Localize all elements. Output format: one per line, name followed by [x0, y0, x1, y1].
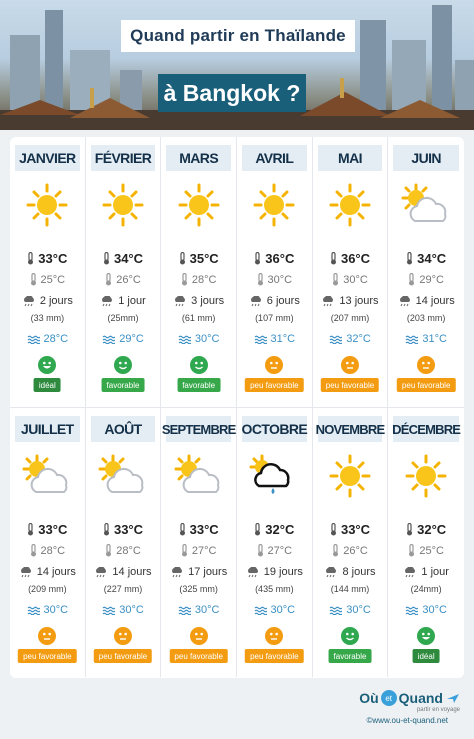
sea-temperature: 31°C — [388, 333, 464, 345]
rain-days: 14 jours — [10, 566, 85, 578]
sun-cloud-icon — [174, 454, 224, 498]
month-cell — [237, 407, 313, 677]
logo-left: Où — [359, 690, 379, 706]
mood-happy-icon — [417, 627, 435, 645]
max-temperature: 32°C — [237, 522, 312, 537]
month-grid — [10, 137, 464, 678]
rating-badge: peu favorable — [245, 649, 303, 663]
rain-days: 8 jours — [313, 566, 388, 578]
month-cell — [161, 137, 237, 407]
month-name: JUILLET — [15, 416, 80, 442]
min-temperature: 28°C — [161, 273, 236, 286]
sun-icon — [325, 454, 375, 498]
min-temperature: 25°C — [388, 544, 464, 557]
sun-icon — [401, 454, 451, 498]
mood-happy-icon — [38, 356, 56, 374]
month-name: JANVIER — [15, 145, 80, 171]
month-name: AVRIL — [242, 145, 307, 171]
rain-amount: (61 mm) — [181, 313, 216, 323]
rain-amount: (227 mm) — [103, 584, 143, 594]
mood-neutral-icon — [341, 356, 359, 374]
month-name: MAI — [318, 145, 383, 171]
max-temperature: 36°C — [237, 251, 312, 266]
month-name: OCTOBRE — [242, 416, 307, 442]
rating-badge: favorable — [102, 378, 145, 392]
month-cell — [388, 407, 464, 677]
sea-temperature: 30°C — [388, 604, 464, 616]
sun-icon — [22, 183, 72, 227]
sun-cloud-icon — [98, 454, 148, 498]
min-temperature: 25°C — [10, 273, 85, 286]
month-cell — [313, 407, 389, 677]
sea-temperature: 30°C — [237, 604, 312, 616]
sea-temperature: 30°C — [161, 333, 236, 345]
sea-temperature: 28°C — [10, 333, 85, 345]
month-name: FÉVRIER — [91, 145, 156, 171]
sea-temperature: 30°C — [10, 604, 85, 616]
min-temperature: 30°C — [237, 273, 312, 286]
min-temperature: 26°C — [313, 544, 388, 557]
min-temperature: 27°C — [237, 544, 312, 557]
brand-logo — [359, 690, 460, 706]
rain-days: 2 jours — [10, 295, 85, 307]
rating-badge: peu favorable — [169, 649, 227, 663]
mood-neutral-icon — [265, 356, 283, 374]
sea-temperature: 29°C — [86, 333, 161, 345]
month-name: AOÛT — [91, 416, 156, 442]
rain-days: 3 jours — [161, 295, 236, 307]
title-line-2: à Bangkok ? — [158, 74, 306, 112]
sun-icon — [249, 183, 299, 227]
header-banner — [0, 0, 474, 130]
month-cell — [161, 407, 237, 677]
rating-badge: idéal — [34, 378, 61, 392]
month-cell — [86, 407, 162, 677]
title-line-1: Quand partir en Thaïlande — [121, 20, 355, 52]
sun-cloud-icon — [401, 183, 451, 227]
rating-badge: peu favorable — [94, 649, 152, 663]
rain-days: 17 jours — [161, 566, 236, 578]
month-cell — [10, 137, 86, 407]
rain-cloud-icon — [249, 454, 299, 498]
rain-days: 14 jours — [86, 566, 161, 578]
mood-smile-icon — [190, 356, 208, 374]
mood-neutral-icon — [190, 627, 208, 645]
max-temperature: 33°C — [86, 522, 161, 537]
sea-temperature: 30°C — [313, 604, 388, 616]
sea-temperature: 30°C — [161, 604, 236, 616]
mood-smile-icon — [341, 627, 359, 645]
min-temperature: 27°C — [161, 544, 236, 557]
climate-card — [10, 137, 464, 678]
min-temperature: 26°C — [86, 273, 161, 286]
rain-amount: (209 mm) — [28, 584, 67, 594]
mood-neutral-icon — [114, 627, 132, 645]
rain-amount: (144 mm) — [330, 584, 370, 594]
rain-amount: (435 mm) — [255, 584, 294, 594]
month-name: NOVEMBRE — [318, 416, 383, 442]
rain-amount: (107 mm) — [255, 313, 294, 323]
max-temperature: 33°C — [161, 522, 236, 537]
max-temperature: 34°C — [388, 251, 464, 266]
rain-amount: (33 mm) — [30, 313, 65, 323]
sun-cloud-icon — [22, 454, 72, 498]
rain-amount: (24mm) — [410, 584, 442, 594]
rating-badge: peu favorable — [321, 378, 379, 392]
sea-temperature: 30°C — [86, 604, 161, 616]
min-temperature: 28°C — [86, 544, 161, 557]
month-cell — [237, 137, 313, 407]
mood-neutral-icon — [38, 627, 56, 645]
month-name: MARS — [166, 145, 231, 171]
rain-amount: (203 mm) — [406, 313, 446, 323]
month-name: JUIN — [393, 145, 459, 171]
mood-neutral-icon — [265, 627, 283, 645]
month-cell — [10, 407, 86, 677]
logo-et: et — [381, 690, 397, 706]
month-cell — [313, 137, 389, 407]
rating-badge: idéal — [413, 649, 440, 663]
rain-days: 13 jours — [313, 295, 388, 307]
max-temperature: 35°C — [161, 251, 236, 266]
logo-right: Quand — [398, 690, 443, 706]
max-temperature: 34°C — [86, 251, 161, 266]
sun-icon — [174, 183, 224, 227]
rain-days: 14 jours — [388, 295, 464, 307]
website-link[interactable]: ©www.ou-et-quand.net — [366, 716, 448, 725]
month-name: SEPTEMBRE — [166, 416, 231, 442]
rain-amount: (25mm) — [107, 313, 139, 323]
min-temperature: 30°C — [313, 273, 388, 286]
sun-icon — [98, 183, 148, 227]
month-cell — [86, 137, 162, 407]
min-temperature: 28°C — [10, 544, 85, 557]
max-temperature: 33°C — [10, 522, 85, 537]
logo-subtitle: partir en voyage — [416, 707, 460, 713]
rain-days: 6 jours — [237, 295, 312, 307]
sea-temperature: 31°C — [237, 333, 312, 345]
rain-amount: (325 mm) — [179, 584, 218, 594]
max-temperature: 36°C — [313, 251, 388, 266]
min-temperature: 29°C — [388, 273, 464, 286]
rating-badge: peu favorable — [397, 378, 455, 392]
sea-temperature: 32°C — [313, 333, 388, 345]
rating-badge: peu favorable — [245, 378, 303, 392]
rain-days: 19 jours — [237, 566, 312, 578]
mood-smile-icon — [114, 356, 132, 374]
month-name: DÉCEMBRE — [393, 416, 459, 442]
rating-badge: peu favorable — [18, 649, 76, 663]
rating-badge: favorable — [177, 378, 220, 392]
max-temperature: 33°C — [10, 251, 85, 266]
rain-days: 1 jour — [86, 295, 161, 307]
mood-neutral-icon — [417, 356, 435, 374]
max-temperature: 32°C — [388, 522, 464, 537]
max-temperature: 33°C — [313, 522, 388, 537]
sun-icon — [325, 183, 375, 227]
month-cell — [388, 137, 464, 407]
rain-days: 1 jour — [388, 566, 464, 578]
rain-amount: (207 mm) — [330, 313, 370, 323]
plane-icon — [446, 692, 460, 704]
rating-badge: favorable — [329, 649, 372, 663]
